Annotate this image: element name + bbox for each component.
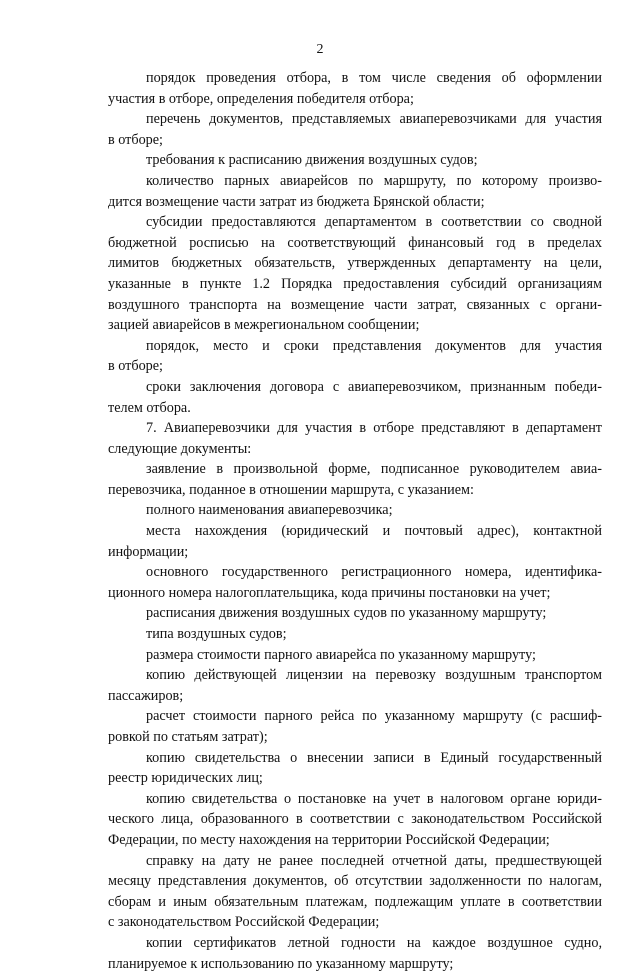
paragraph	[108, 336, 602, 377]
paragraph-line: места нахождения (юридический и почтовый адрес), контактной	[146, 523, 602, 540]
paragraph-line: следующие документы:	[108, 440, 252, 457]
paragraph	[108, 933, 602, 974]
paragraph	[108, 706, 602, 747]
paragraph-line: 7. Авиаперевозчики для участия в отборе представляют в департамент	[146, 420, 602, 437]
paragraph	[108, 624, 602, 645]
paragraph	[108, 109, 602, 150]
paragraph-line: месяцу представления документов, об отсутствии задолженности по налогам,	[108, 873, 602, 890]
paragraph-line: количество парных авиарейсов по маршруту, по которому произво-	[146, 172, 602, 189]
paragraph	[108, 500, 602, 521]
paragraph-line: планируемое к использованию по указанному маршруту;	[108, 955, 454, 972]
paragraph-line: телем отбора.	[108, 399, 191, 416]
page-number: 2	[316, 42, 324, 57]
paragraph-line: зацией авиарейсов в межрегиональном сообщении;	[108, 317, 420, 334]
paragraph	[108, 851, 602, 933]
paragraph-line: требования к расписанию движения воздушных судов;	[146, 152, 478, 169]
paragraph-line: сроки заключения договора с авиаперевозчиком, признанным победи-	[146, 378, 602, 395]
paragraph-line: типа воздушных судов;	[146, 626, 287, 643]
paragraph-line: копию свидетельства о постановке на учет в налоговом органе юриди-	[146, 790, 602, 807]
paragraph-line: основного государственного регистрационного номера, идентифика-	[146, 564, 602, 581]
paragraph-line: справку на дату не ранее последней отчетной даты, предшествующей	[146, 852, 602, 869]
paragraph-line: пассажиров;	[108, 687, 184, 704]
paragraph	[108, 150, 602, 171]
paragraph	[108, 748, 602, 789]
paragraph	[108, 521, 602, 562]
paragraph-line: размера стоимости парного авиарейса по указанному маршруту;	[146, 646, 536, 663]
paragraph	[108, 562, 602, 603]
paragraph-line: перевозчика, поданное в отношении маршрута, с указанием:	[108, 481, 474, 498]
paragraph	[108, 665, 602, 706]
paragraph	[108, 418, 602, 459]
paragraph	[108, 171, 602, 212]
paragraph-line: бюджетной росписью на соответствующий финансовый год в пределах	[108, 234, 602, 251]
paragraph-line: ционного номера налогоплательщика, кода причины постановки на учет;	[108, 584, 551, 601]
paragraph	[108, 603, 602, 624]
paragraph-line: указанные в пункте 1.2 Порядка предоставления субсидий организациям	[108, 275, 602, 292]
paragraph-line: копии сертификатов летной годности на каждое воздушное судно,	[146, 934, 602, 951]
paragraph	[108, 377, 602, 418]
paragraph-line: копию действующей лицензии на перевозку воздушным транспортом	[146, 667, 602, 684]
paragraph-line: ровкой по статьям затрат);	[108, 729, 268, 745]
paragraph-line: участия в отборе, определения победителя отбора;	[108, 90, 414, 107]
paragraph-line: в отборе;	[108, 131, 163, 148]
paragraph-line: информации;	[108, 543, 189, 560]
paragraph-line: субсидии предоставляются департаментом в соответствии со сводной	[146, 214, 602, 231]
paragraph-line: реестр юридических лиц;	[108, 770, 263, 787]
paragraph	[108, 789, 602, 851]
document-body	[108, 68, 602, 974]
paragraph-line: Федерации, по месту нахождения на территории Российской Федерации;	[108, 831, 550, 848]
paragraph-line: в отборе;	[108, 358, 163, 375]
paragraph-line: порядок, место и сроки представления документов для участия	[146, 337, 602, 354]
paragraph	[108, 459, 602, 500]
paragraph-line: воздушного транспорта на возмещение части затрат, связанных с органи-	[108, 296, 602, 313]
paragraph-line: порядок проведения отбора, в том числе сведения об оформлении	[146, 70, 602, 86]
paragraph-line: дится возмещение части затрат из бюджета Брянской области;	[108, 193, 485, 210]
paragraph	[108, 212, 602, 336]
paragraph-line: расписания движения воздушных судов по указанному маршруту;	[146, 605, 547, 622]
paragraph	[108, 68, 602, 109]
paragraph-line: перечень документов, представляемых авиаперевозчиками для участия	[146, 111, 602, 128]
paragraph-line: расчет стоимости парного рейса по указанному маршруту (с расшиф-	[146, 708, 602, 725]
paragraph-line: лимитов бюджетных обязательств, утвержденных департаменту на цели,	[108, 255, 602, 272]
paragraph-line: ческого лица, образованного в соответствии с законодательством Российской	[108, 811, 602, 828]
paragraph	[108, 645, 602, 666]
paragraph-line: с законодательством Российской Федерации;	[108, 914, 380, 931]
paragraph-line: заявление в произвольной форме, подписанное руководителем авиа-	[146, 461, 602, 478]
paragraph-line: сборам и иным обязательным платежам, подлежащим уплате в соответствии	[108, 893, 602, 910]
paragraph-line: копию свидетельства о внесении записи в Единый государственный	[146, 749, 602, 766]
paragraph-line: полного наименования авиаперевозчика;	[146, 502, 393, 519]
